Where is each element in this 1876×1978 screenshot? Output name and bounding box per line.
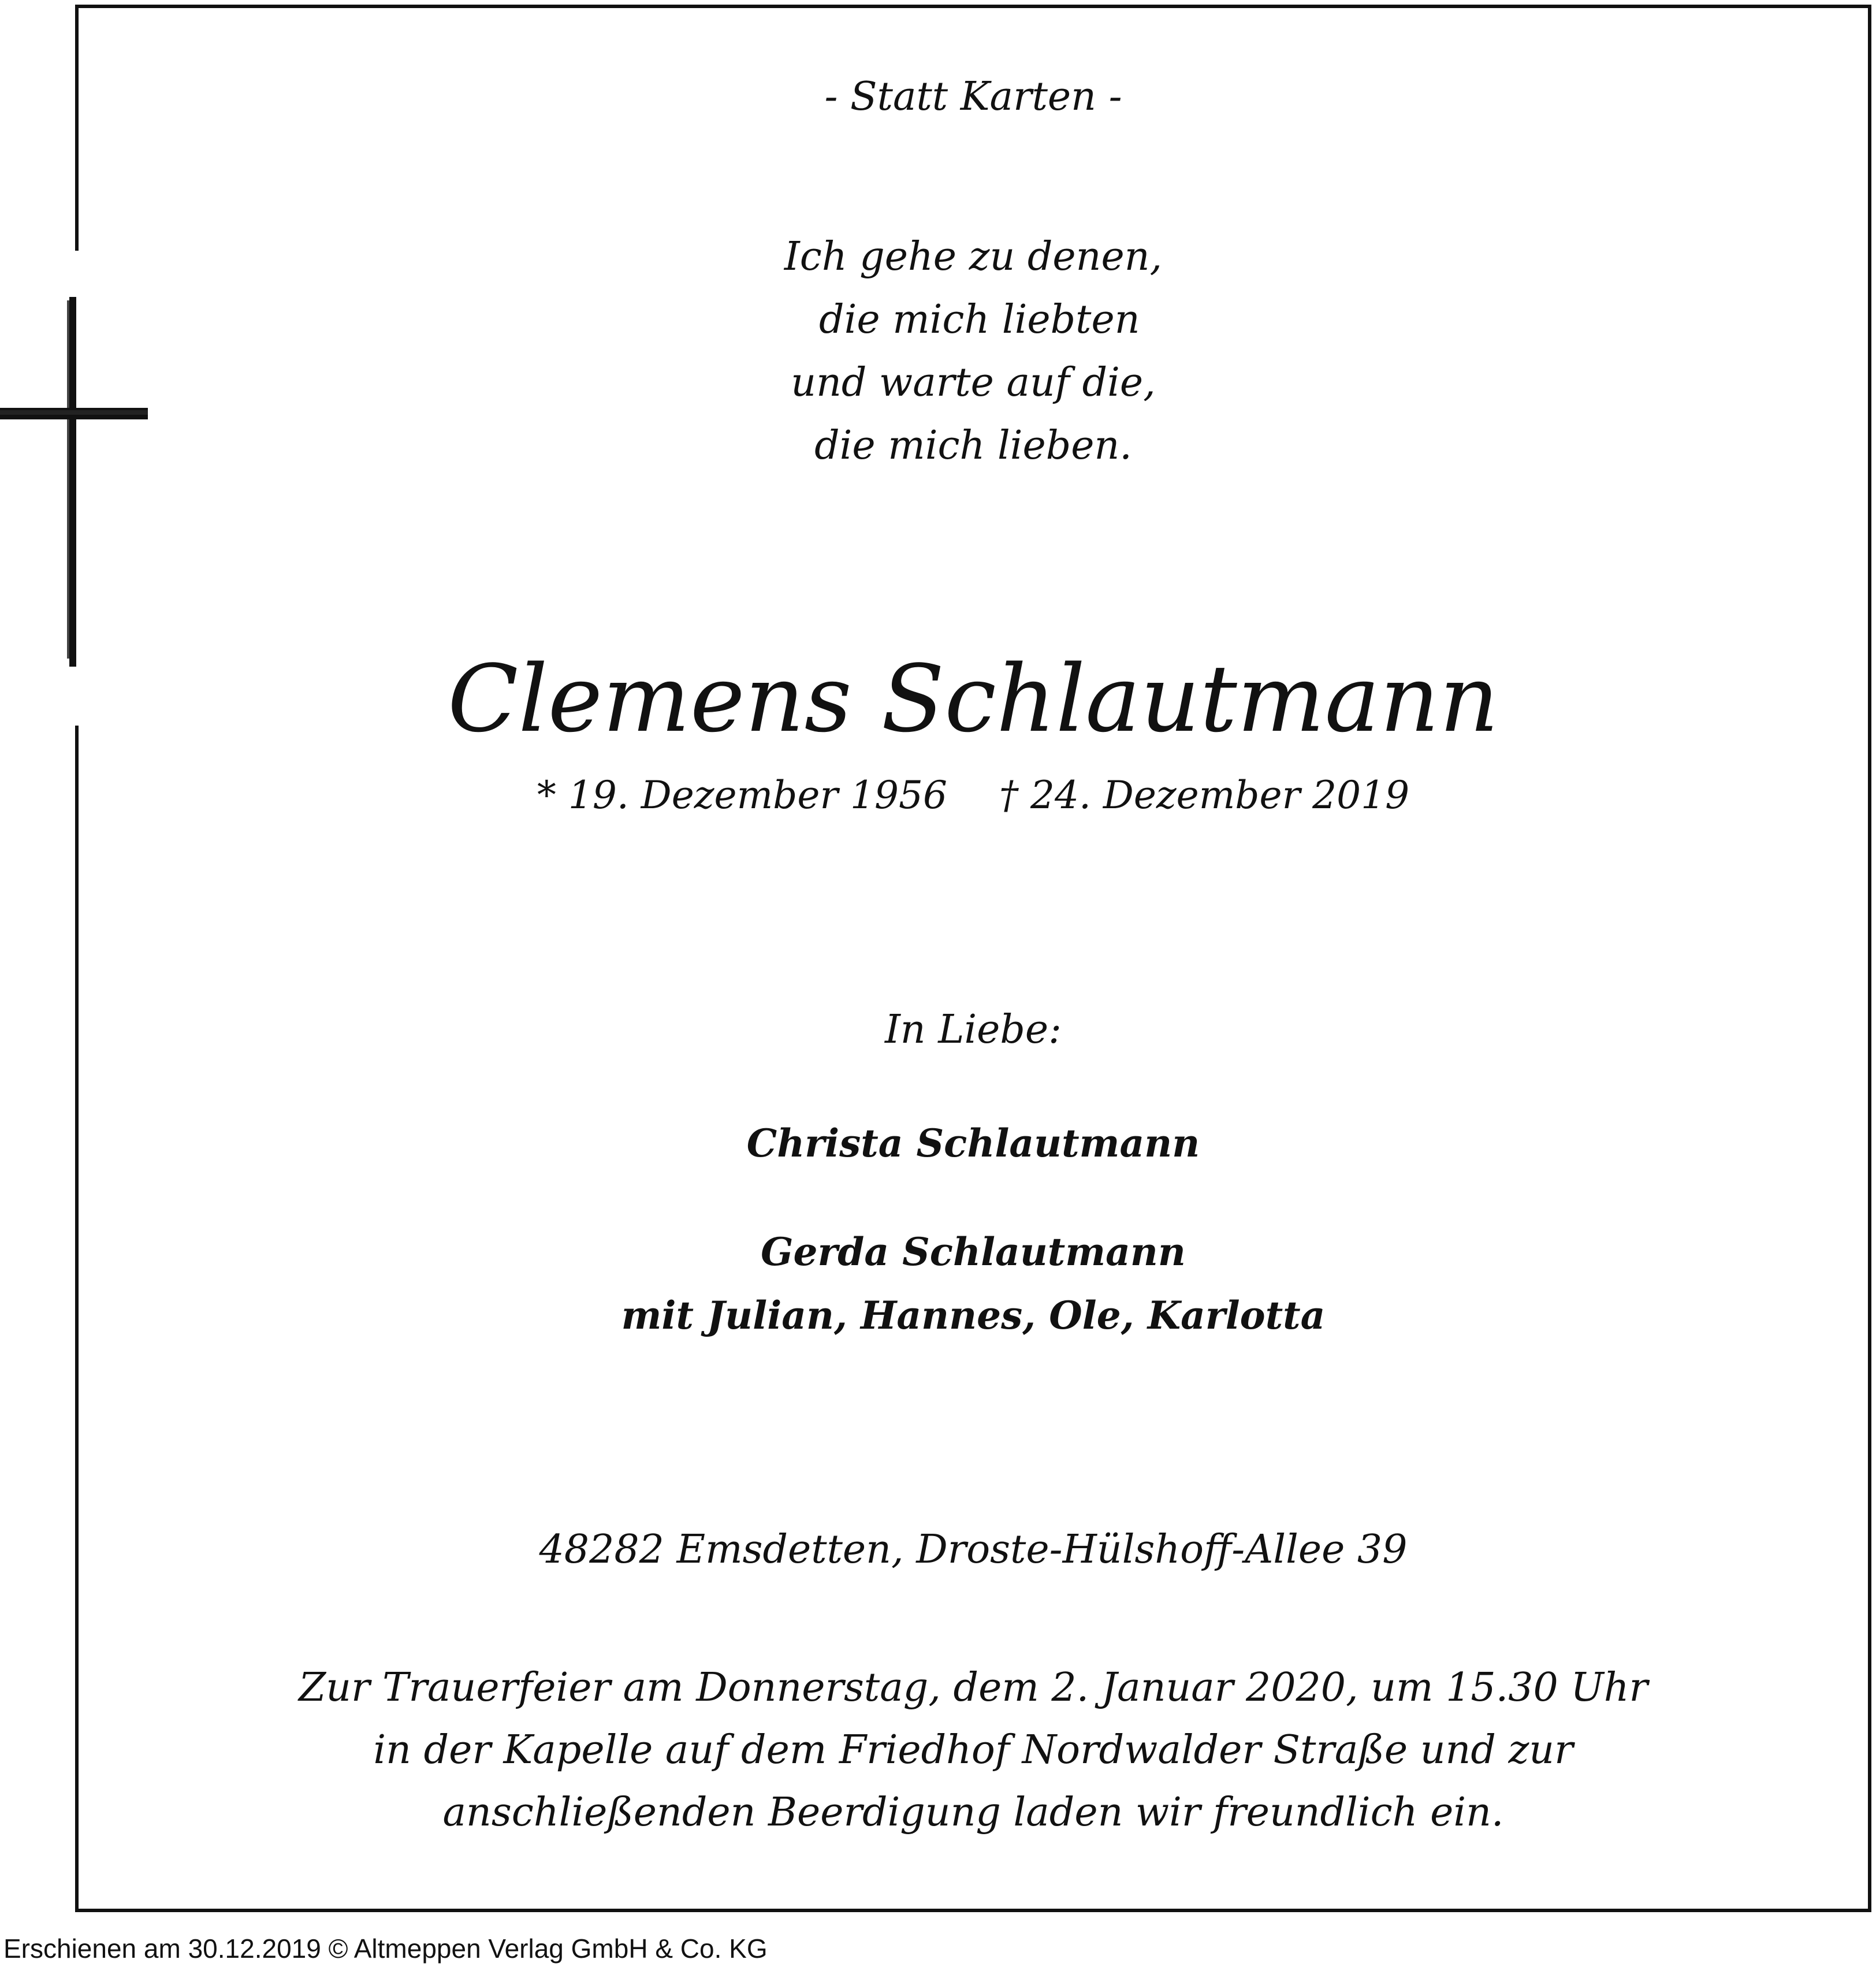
publication-footer: Erschienen am 30.12.2019 © Altmeppen Verlag GmbH & Co. KG (3, 1934, 768, 1964)
frame-border-bottom (75, 1909, 1871, 1912)
life-dates (79, 764, 1868, 827)
frame-border-top (75, 5, 1871, 8)
poem-line: die mich liebten (806, 297, 1140, 343)
deceased-name: Clemens Schlautmann (447, 645, 1499, 753)
in-love-label: In Liebe: (884, 1007, 1062, 1053)
mourner-group (79, 1220, 1868, 1347)
birth-date: * 19. Dezember 1956 (537, 773, 947, 817)
poem-line: und warte auf die, (791, 360, 1156, 406)
invitation-line: in der Kapelle auf dem Friedhof Nordwalder Straße und zur (373, 1727, 1573, 1773)
invitation-line: Zur Trauerfeier am Donnerstag, dem 2. Januar 2020, um 15.30 Uhr (298, 1665, 1648, 1711)
funeral-invitation (79, 1657, 1868, 1844)
mourner-name: Christa Schlautmann (746, 1121, 1200, 1166)
frame-border-left-upper (75, 5, 79, 251)
mourner-group (79, 1111, 1868, 1175)
statt-karten-header: - Statt Karten - (824, 74, 1122, 120)
address: 48282 Emsdetten, Droste-Hülshoff-Allee 39 (539, 1527, 1408, 1572)
poem-line: die mich lieben. (814, 423, 1132, 469)
frame-border-right (1868, 5, 1871, 1912)
poem-line: Ich gehe zu denen, (784, 234, 1163, 280)
poem (79, 225, 1868, 477)
invitation-line: anschließenden Beerdigung laden wir freundlich ein. (442, 1790, 1504, 1835)
mourner-name: Gerda Schlautmann (761, 1229, 1186, 1274)
death-date: † 24. Dezember 2019 (999, 773, 1410, 817)
mourner-family: mit Julian, Hannes, Ole, Karlotta (621, 1293, 1326, 1338)
